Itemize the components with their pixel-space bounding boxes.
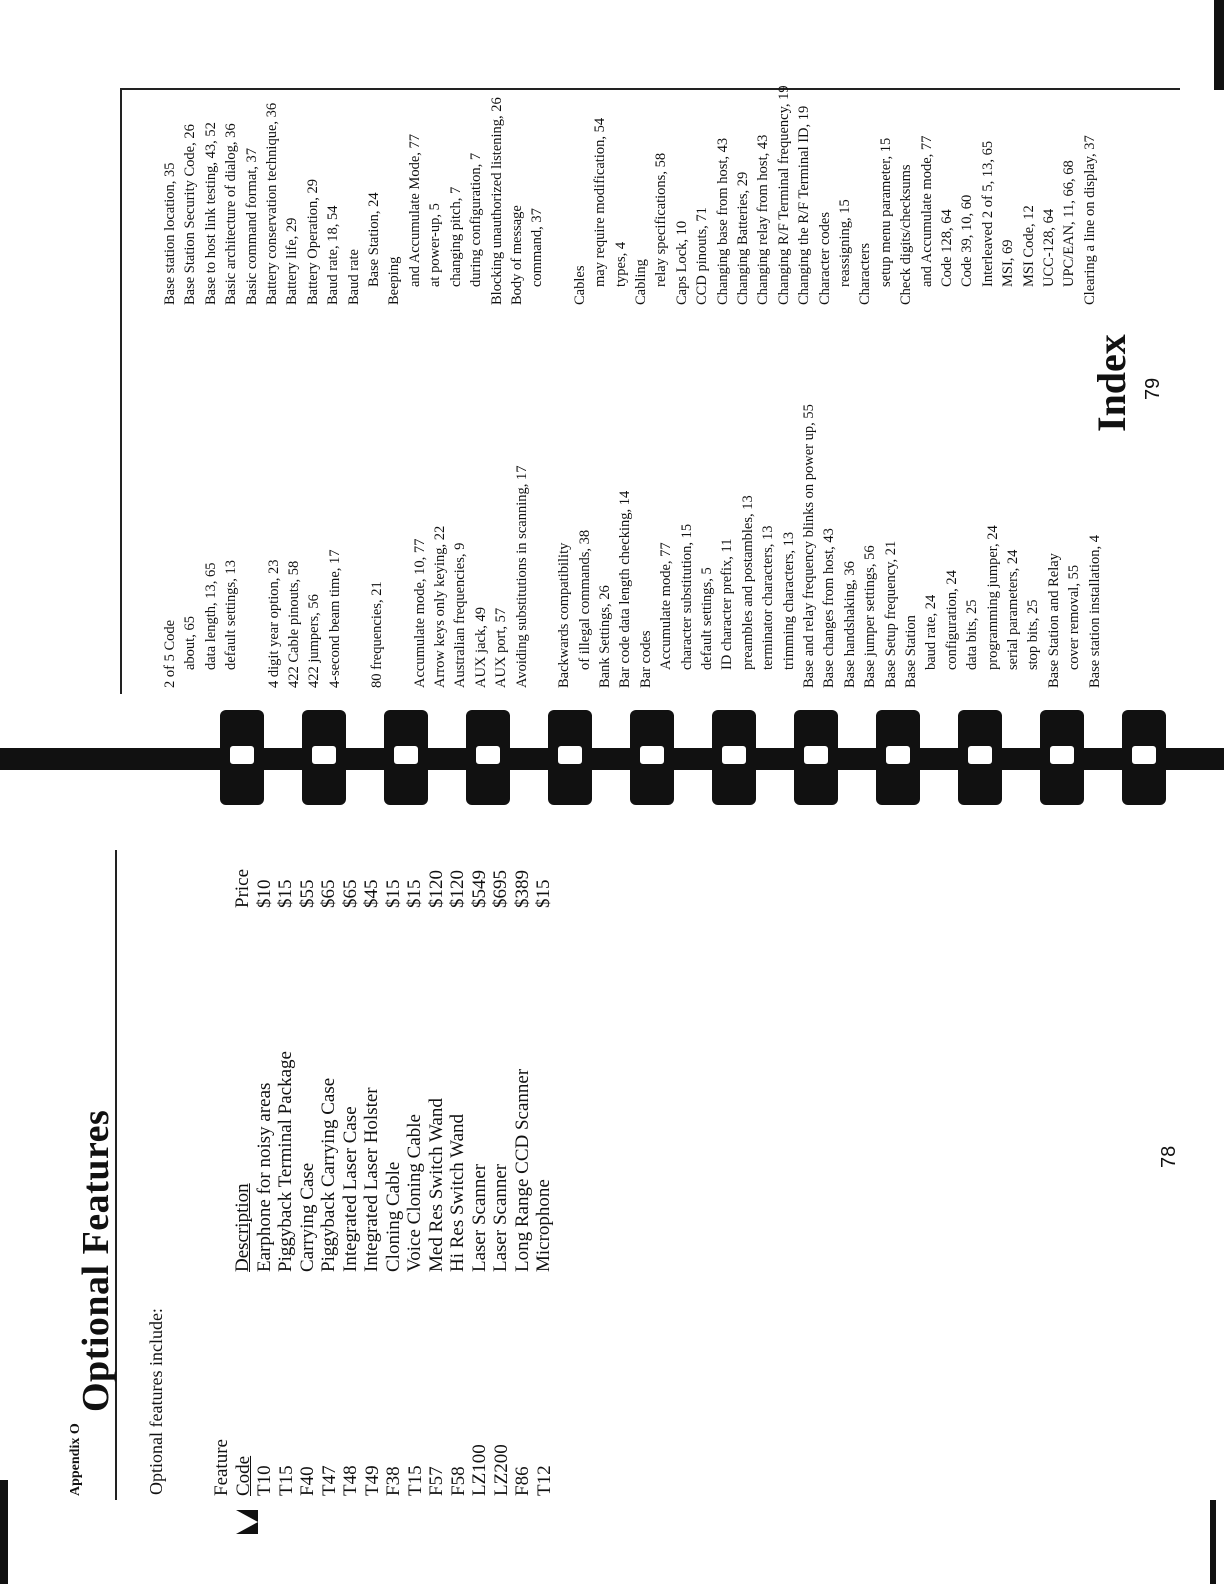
index-entry: Bar code data length checking, 14 — [617, 490, 634, 688]
code-header-line1: Feature — [211, 1439, 232, 1496]
code-cell: T12 — [533, 1465, 555, 1496]
description-cell: Hi Res Switch Wand — [447, 1113, 468, 1272]
index-subentry: relay specifications, 58 — [653, 152, 670, 287]
index-subentry: Base Station, 24 — [366, 192, 383, 287]
description-cell: Piggyback Terminal Package — [275, 1051, 296, 1272]
code-cell: F86 — [512, 1466, 533, 1496]
index-entry: 80 frequencies, 21 — [369, 581, 386, 688]
index-subentry: preambles and postambles, 13 — [739, 495, 756, 670]
price-cell: $10 — [253, 879, 275, 908]
binding-loop — [1122, 710, 1166, 805]
index-entry: Check digits/checksums — [898, 164, 915, 305]
index-subentry: default settings, 5 — [698, 567, 715, 670]
index-subentry: and Accumulate mode, 77 — [918, 135, 935, 287]
page-edge-shadow-right — [1210, 1500, 1216, 1584]
arrow-mark-icon — [236, 1510, 258, 1534]
code-cell: T47 — [318, 1465, 340, 1496]
index-gap — [532, 404, 554, 688]
index-entry: 4-second beam time, 17 — [326, 549, 343, 688]
index-entry: Base Station and Relay — [1045, 553, 1062, 688]
feature-code-column — [211, 1439, 555, 1496]
index-subentry: stop bits, 25 — [1025, 599, 1042, 670]
index-entry: Battery life, 29 — [284, 217, 301, 305]
index-subentry: types, 4 — [612, 241, 629, 287]
index-subentry: ID character prefix, 11 — [719, 538, 736, 670]
appendix-label: Appendix O — [68, 1423, 83, 1496]
index-entry: Cabling — [632, 259, 649, 305]
code-cell: F58 — [447, 1466, 469, 1496]
index-subentry: cover removal, 55 — [1066, 564, 1083, 670]
right-page-number: 79 — [1142, 377, 1164, 400]
price-cell: $55 — [296, 879, 318, 908]
index-header-rule — [120, 88, 122, 694]
index-entry: Bank Settings, 26 — [596, 585, 613, 688]
index-entry: Avoiding substitutions in scanning, 17 — [513, 465, 530, 688]
index-entry: Blocking unauthorized listening, 26 — [488, 97, 505, 305]
description-cell: Microphone — [533, 1179, 554, 1272]
index-entry: Base Station — [903, 615, 919, 688]
index-gap — [548, 85, 570, 305]
price-cell: $45 — [361, 879, 382, 908]
price-cell: $120 — [425, 870, 447, 908]
index-entry: Baud rate — [345, 249, 362, 305]
binding-loop — [220, 710, 264, 805]
price-cell: $15 — [382, 879, 404, 908]
index-entry: Changing the R/F Terminal ID, 19 — [796, 105, 813, 305]
index-subentry: and Accumulate Mode, 77 — [406, 133, 423, 287]
index-entry: Basic command format, 37 — [243, 147, 260, 305]
index-subentry: may require modification, 54 — [592, 117, 609, 287]
index-subentry: MSI, 69 — [1000, 239, 1017, 287]
index-entry: Bar codes — [637, 630, 654, 688]
index-title: Index — [1089, 334, 1134, 432]
index-entry: Australian frequencies, 9 — [452, 542, 469, 688]
index-entry: Backwards compatibility — [556, 542, 573, 688]
index-subentry: Code 39, 10, 60 — [959, 194, 976, 287]
index-entry: Basic architecture of dialog, 36 — [223, 123, 240, 305]
index-subentry: during configuration, 7 — [468, 152, 485, 287]
description-cell: Earphone for noisy areas — [253, 1082, 275, 1272]
binding-loop — [794, 710, 838, 805]
index-entry: Changing relay from host, 43 — [755, 134, 772, 305]
code-cell: T49 — [361, 1465, 383, 1496]
intro-text: Optional features include: — [146, 1308, 166, 1495]
index-entry: Character codes — [816, 212, 833, 305]
index-entry: Cables — [571, 265, 588, 305]
index-subentry: data bits, 25 — [964, 599, 981, 670]
price-cell: $15 — [533, 879, 554, 908]
binding-loop — [630, 710, 674, 805]
index-entry: Base station location, 35 — [162, 162, 178, 305]
binding-loop — [1040, 710, 1084, 805]
index-entry: 422 Cable pinouts, 58 — [286, 560, 303, 688]
index-entry: Beeping — [386, 256, 403, 305]
description-cell: Piggyback Carrying Case — [318, 1077, 339, 1272]
index-entry: AUX port, 57 — [493, 607, 510, 688]
index-subentry: UCC-128, 64 — [1041, 208, 1058, 287]
index-column-2 — [160, 85, 1100, 305]
description-column — [232, 1051, 555, 1272]
index-entry: Changing Batteries, 29 — [734, 171, 751, 305]
code-cell: T15 — [404, 1465, 426, 1496]
description-cell: Laser Scanner — [468, 1163, 490, 1272]
index-subentry: trimming characters, 13 — [780, 531, 797, 670]
description-cell: Integrated Laser Holster — [361, 1087, 382, 1272]
price-cell: $65 — [318, 879, 339, 908]
description-cell: Cloning Cable — [382, 1161, 404, 1272]
index-subentry: command, 37 — [529, 208, 546, 287]
index-entry: Base Setup frequency, 21 — [882, 540, 899, 688]
code-cell: LZ100 — [469, 1444, 490, 1496]
code-cell: F40 — [297, 1466, 318, 1496]
code-cell: T10 — [254, 1465, 275, 1496]
binding-loop — [302, 710, 346, 805]
description-cell: Integrated Laser Case — [339, 1106, 361, 1272]
binding-loop — [548, 710, 592, 805]
price-header: Price — [232, 868, 253, 908]
index-entry: Baud rate, 18, 54 — [325, 205, 342, 305]
index-entry: Changing base from host, 43 — [714, 137, 731, 305]
index-subentry: Interleaved 2 of 5, 13, 65 — [979, 140, 996, 287]
index-subentry: about, 65 — [182, 616, 199, 670]
index-gap — [388, 404, 410, 688]
index-entry: Base handshaking, 36 — [841, 561, 858, 688]
page-edge-shadow — [0, 1480, 8, 1584]
index-subentry: MSI Code, 12 — [1020, 205, 1037, 287]
description-cell: Laser Scanner — [490, 1163, 511, 1272]
index-subentry: character substitution, 15 — [678, 523, 695, 670]
description-cell: Med Res Switch Wand — [425, 1098, 447, 1272]
code-cell: F38 — [383, 1466, 404, 1496]
code-cell: F57 — [426, 1466, 447, 1496]
price-cell: $15 — [275, 879, 296, 908]
description-header: Description — [232, 1183, 253, 1272]
code-cell: LZ200 — [490, 1444, 512, 1496]
index-subentry: of illegal commands, 38 — [576, 529, 593, 670]
binding-loop — [466, 710, 510, 805]
code-cell: T15 — [275, 1465, 297, 1496]
price-cell: $695 — [490, 870, 511, 908]
index-entry: CCD pinouts, 71 — [694, 207, 711, 305]
index-entry: Base station installation, 4 — [1086, 534, 1103, 688]
left-page-number: 78 — [1158, 1145, 1180, 1168]
index-subentry: UPC/EAN, 11, 66, 68 — [1061, 160, 1078, 287]
index-entry: Characters — [857, 243, 874, 305]
index-subentry: terminator characters, 13 — [760, 525, 777, 670]
index-entry: Base to host link testing, 43, 52 — [202, 122, 219, 305]
description-cell: Voice Cloning Cable — [404, 1114, 425, 1272]
index-subentry: setup menu parameter, 15 — [877, 137, 894, 287]
index-entry: Base jumper settings, 56 — [862, 545, 879, 688]
index-entry: Clearing a line on display, 37 — [1081, 135, 1098, 305]
index-entry: Accumulate mode, 10, 77 — [411, 538, 428, 688]
price-cell: $65 — [339, 879, 361, 908]
description-cell: Carrying Case — [296, 1162, 318, 1272]
index-entry: Base changes from host, 43 — [821, 528, 838, 688]
index-entry: Changing R/F Terminal frequency, 19 — [775, 85, 792, 305]
index-gap — [242, 404, 264, 688]
index-entry: 4 digit year option, 23 — [265, 559, 282, 688]
index-subentry: serial parameters, 24 — [1005, 549, 1022, 670]
index-subentry: baud rate, 24 — [923, 594, 940, 670]
binding-loop — [958, 710, 1002, 805]
index-entry: AUX jack, 49 — [472, 607, 489, 688]
binding-loop — [876, 710, 920, 805]
description-cell: Long Range CCD Scanner — [511, 1068, 533, 1272]
page-title: Optional Features — [75, 1109, 117, 1412]
index-entry: Battery conservation technique, 36 — [264, 102, 281, 305]
index-entry: Base Station Security Code, 26 — [182, 124, 199, 305]
index-entry: 2 of 5 Code — [162, 619, 178, 688]
index-subentry: changing pitch, 7 — [447, 186, 464, 287]
index-entry: Base and relay frequency blinks on power up, 55 — [800, 404, 817, 688]
price-column — [232, 869, 555, 908]
code-cell: T48 — [340, 1465, 361, 1496]
index-gap — [345, 404, 367, 688]
index-entry: Body of message — [508, 205, 525, 305]
index-entry: Caps Lock, 10 — [673, 220, 690, 305]
price-cell: $15 — [404, 879, 425, 908]
index-subentry: Accumulate mode, 77 — [658, 542, 675, 670]
index-subentry: reassigning, 15 — [837, 199, 853, 287]
index-subentry: configuration, 24 — [943, 570, 960, 670]
index-subentry: at power-up, 5 — [427, 203, 444, 287]
index-column-1 — [160, 404, 1105, 688]
index-entry: Arrow keys only keying, 22 — [432, 525, 449, 688]
index-subentry: default settings, 13 — [223, 560, 240, 670]
code-header-line2: Code — [232, 1455, 254, 1496]
spiral-binding — [0, 700, 1224, 820]
price-cell: $549 — [468, 870, 490, 908]
price-cell: $120 — [447, 870, 468, 908]
index-subentry: Code 128, 64 — [939, 209, 956, 287]
index-entry: 422 jumpers, 56 — [306, 594, 323, 688]
page-edge-mark — [1214, 0, 1224, 90]
binding-loop — [384, 710, 428, 805]
price-cell: $389 — [511, 870, 533, 908]
index-subentry: programming jumper, 24 — [984, 525, 1001, 670]
binding-loop — [712, 710, 756, 805]
index-subentry: data length, 13, 65 — [202, 562, 219, 670]
index-entry: Battery Operation, 29 — [304, 178, 321, 305]
